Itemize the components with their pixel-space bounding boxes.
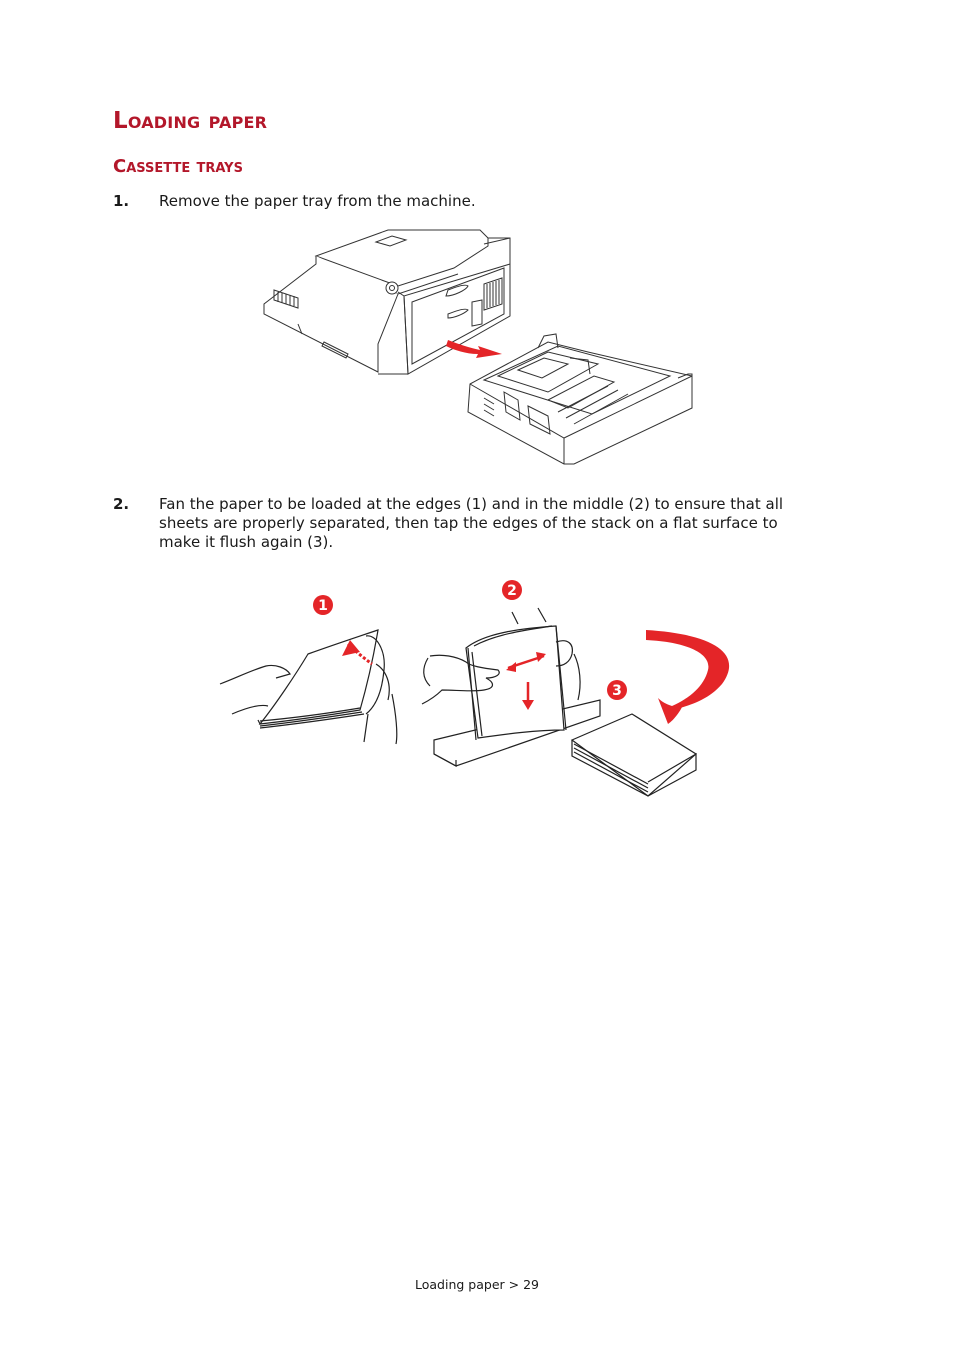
tray-removal-illustration [258, 224, 698, 469]
svg-text:2: 2 [507, 583, 517, 599]
step-2-number: 2. [113, 495, 130, 513]
step-1-text: Remove the paper tray from the machine. [159, 192, 476, 210]
callout-2 [502, 580, 522, 600]
page-footer: Loading paper > 29 [415, 1277, 539, 1292]
callout-3 [607, 680, 627, 700]
step-1-number: 1. [113, 192, 130, 210]
svg-text:3: 3 [612, 683, 622, 699]
callout-1 [313, 595, 333, 615]
section-title: Cassette trays [113, 156, 243, 177]
step-2-line-2: sheets are properly separated, then tap the edges of the stack on a flat surface to [159, 514, 778, 532]
step-2-line-1: Fan the paper to be loaded at the edges (1) and in the middle (2) to ensure that all [159, 495, 784, 513]
svg-text:1: 1 [318, 598, 328, 614]
step-2-line-3: make it flush again (3). [159, 533, 334, 551]
page-title: Loading paper [113, 108, 268, 134]
paper-fanning-illustration [216, 574, 746, 804]
step-2-text [159, 495, 839, 552]
